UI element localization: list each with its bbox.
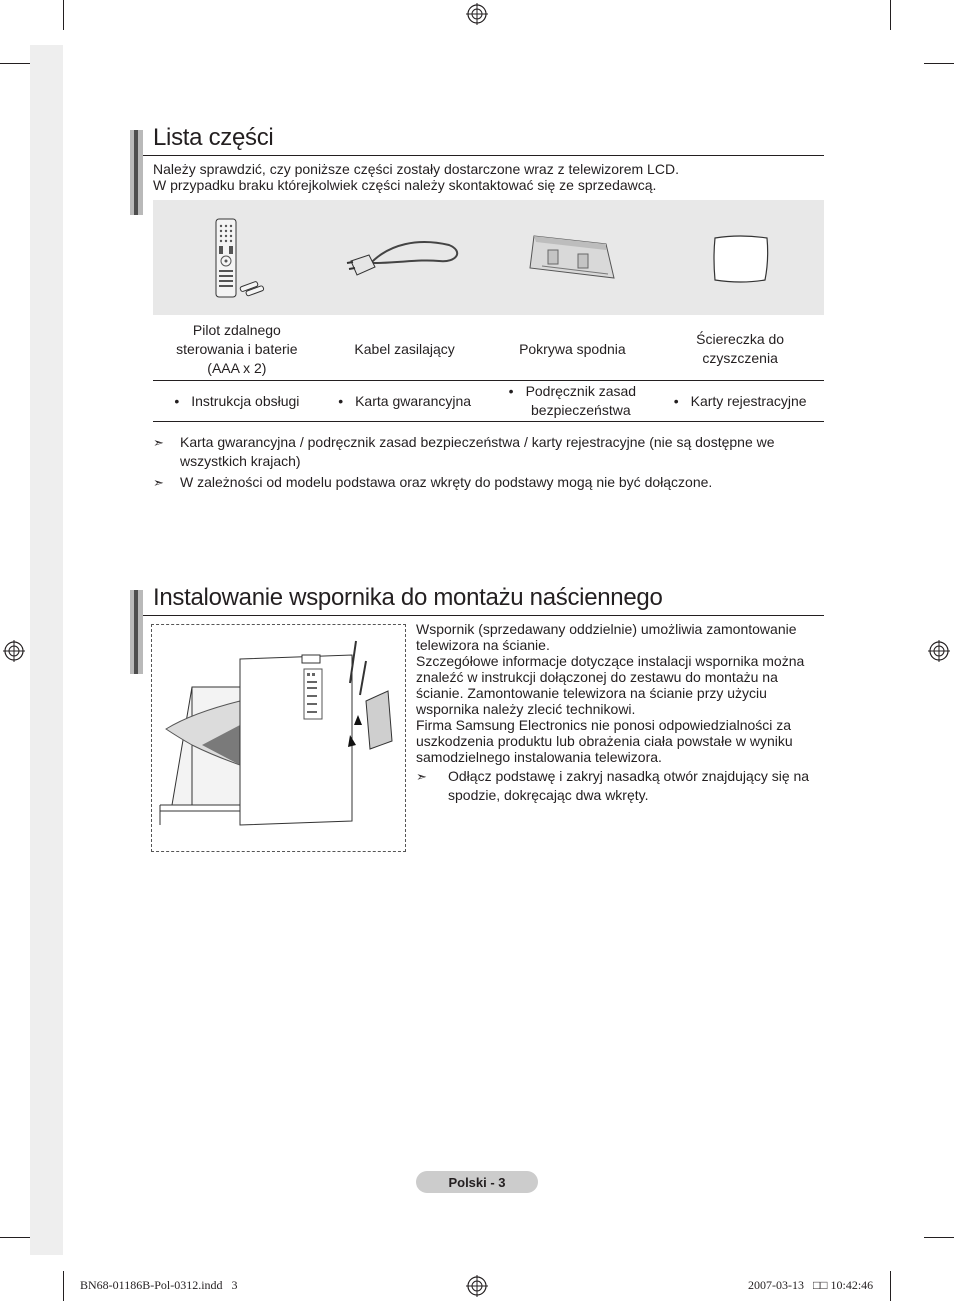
power-cable-icon bbox=[320, 200, 488, 315]
documents-row bbox=[153, 381, 824, 421]
crop-mark bbox=[890, 1271, 891, 1301]
remote-control-icon bbox=[153, 200, 320, 315]
crop-mark bbox=[0, 63, 30, 64]
crop-mark bbox=[63, 0, 64, 30]
section-title-parts-list: Lista części bbox=[153, 124, 274, 151]
registration-mark-icon bbox=[3, 640, 25, 662]
cleaning-cloth-icon bbox=[656, 200, 824, 315]
document-item: • Instrukcja obsługi bbox=[174, 392, 300, 409]
intro-text bbox=[153, 161, 679, 193]
parts-label-row bbox=[153, 318, 824, 380]
table-divider bbox=[153, 421, 824, 422]
note-arrow-icon: ➣ bbox=[153, 435, 164, 450]
part-label bbox=[321, 318, 489, 380]
registration-mark-icon bbox=[466, 3, 488, 25]
part-label-text: Ściereczka do czyszczenia bbox=[696, 331, 785, 366]
title-underline bbox=[143, 155, 824, 156]
note bbox=[416, 767, 826, 805]
page-margin-band bbox=[30, 45, 63, 1255]
intro-line: W przypadku braku którejkolwiek części należy skontaktować się ze sprzedawcą. bbox=[153, 177, 657, 193]
note-arrow-icon: ➣ bbox=[153, 475, 164, 490]
document-item: • Karta gwarancyjna bbox=[338, 392, 472, 409]
registration-mark-icon bbox=[466, 1275, 488, 1297]
note-arrow-icon: ➣ bbox=[416, 769, 427, 784]
part-label-text: Pokrywa spodnia bbox=[519, 340, 626, 357]
section-marker bbox=[130, 590, 143, 674]
wall-mount-description bbox=[416, 621, 826, 805]
parts-image-band bbox=[153, 200, 824, 315]
note-text: W zależności od modelu podstawa oraz wkręty do podstawy mogą nie być dołączone. bbox=[180, 474, 713, 490]
paragraph: Firma Samsung Electronics nie ponosi odpowiedzialności za uszkodzenia produktu lub obrażenia ciała powstałe w wyniku samodzielnego instalowania telewizora. bbox=[416, 717, 793, 765]
document-item-text: Podręcznik zasad bezpieczeństwa bbox=[525, 383, 637, 418]
part-label-text: Kabel zasilający bbox=[354, 340, 455, 357]
crop-mark bbox=[890, 0, 891, 30]
crop-mark bbox=[0, 1237, 30, 1238]
section-marker bbox=[130, 130, 143, 215]
paragraph: Szczegółowe informacje dotyczące instalacji wspornika można znaleźć w instrukcji dołączonej do zestawu do montażu na ścianie. Zamontowanie telewizora na ścianie przy użyciu wspornika należy zlecić technikowi. bbox=[416, 653, 805, 717]
document-item-text: Karta gwarancyjna bbox=[355, 392, 472, 409]
part-label-text: Pilot zdalnego sterowania i baterie (AAA x 2) bbox=[176, 321, 298, 376]
bottom-cover-icon bbox=[488, 200, 656, 315]
paragraph: Wspornik (sprzedawany oddzielnie) umożliwia zamontowanie telewizora na ścianie. bbox=[416, 621, 797, 653]
document-item-text: Instrukcja obsługi bbox=[191, 392, 300, 409]
crop-mark bbox=[924, 63, 954, 64]
footer-timestamp: 2007-03-13 □□ 10:42:46 bbox=[748, 1278, 874, 1292]
footer-filename: BN68-01186B-Pol-0312.indd 3 bbox=[80, 1278, 238, 1292]
crop-mark bbox=[63, 1271, 64, 1301]
document-item-text: Karty rejestracyjne bbox=[690, 392, 807, 409]
intro-line: Należy sprawdzić, czy poniższe części zostały dostarczone wraz z telewizorem LCD. bbox=[153, 161, 679, 177]
page-number-badge: Polski - 3 bbox=[416, 1171, 538, 1193]
registration-mark-icon bbox=[928, 640, 950, 662]
document-item: • Podręcznik zasad bezpieczeństwa bbox=[508, 383, 637, 418]
note bbox=[153, 433, 813, 471]
part-label bbox=[489, 318, 657, 380]
note bbox=[153, 473, 813, 492]
part-label bbox=[153, 318, 321, 380]
note-text: Karta gwarancyjna / podręcznik zasad bezpieczeństwa / karty rejestracyjne (nie są dostępne we wszystkich krajach) bbox=[180, 434, 775, 469]
crop-mark bbox=[924, 1237, 954, 1238]
section-title-wall-mount: Instalowanie wspornika do montażu naściennego bbox=[153, 584, 663, 611]
wall-mount-illustration bbox=[151, 624, 406, 852]
document-item: • Karty rejestracyjne bbox=[673, 392, 807, 409]
note-text: Odłącz podstawę i zakryj nasadką otwór znajdujący się na spodzie, dokręcając dwa wkręty. bbox=[448, 768, 810, 803]
part-label bbox=[656, 318, 824, 380]
title-underline bbox=[143, 615, 824, 616]
